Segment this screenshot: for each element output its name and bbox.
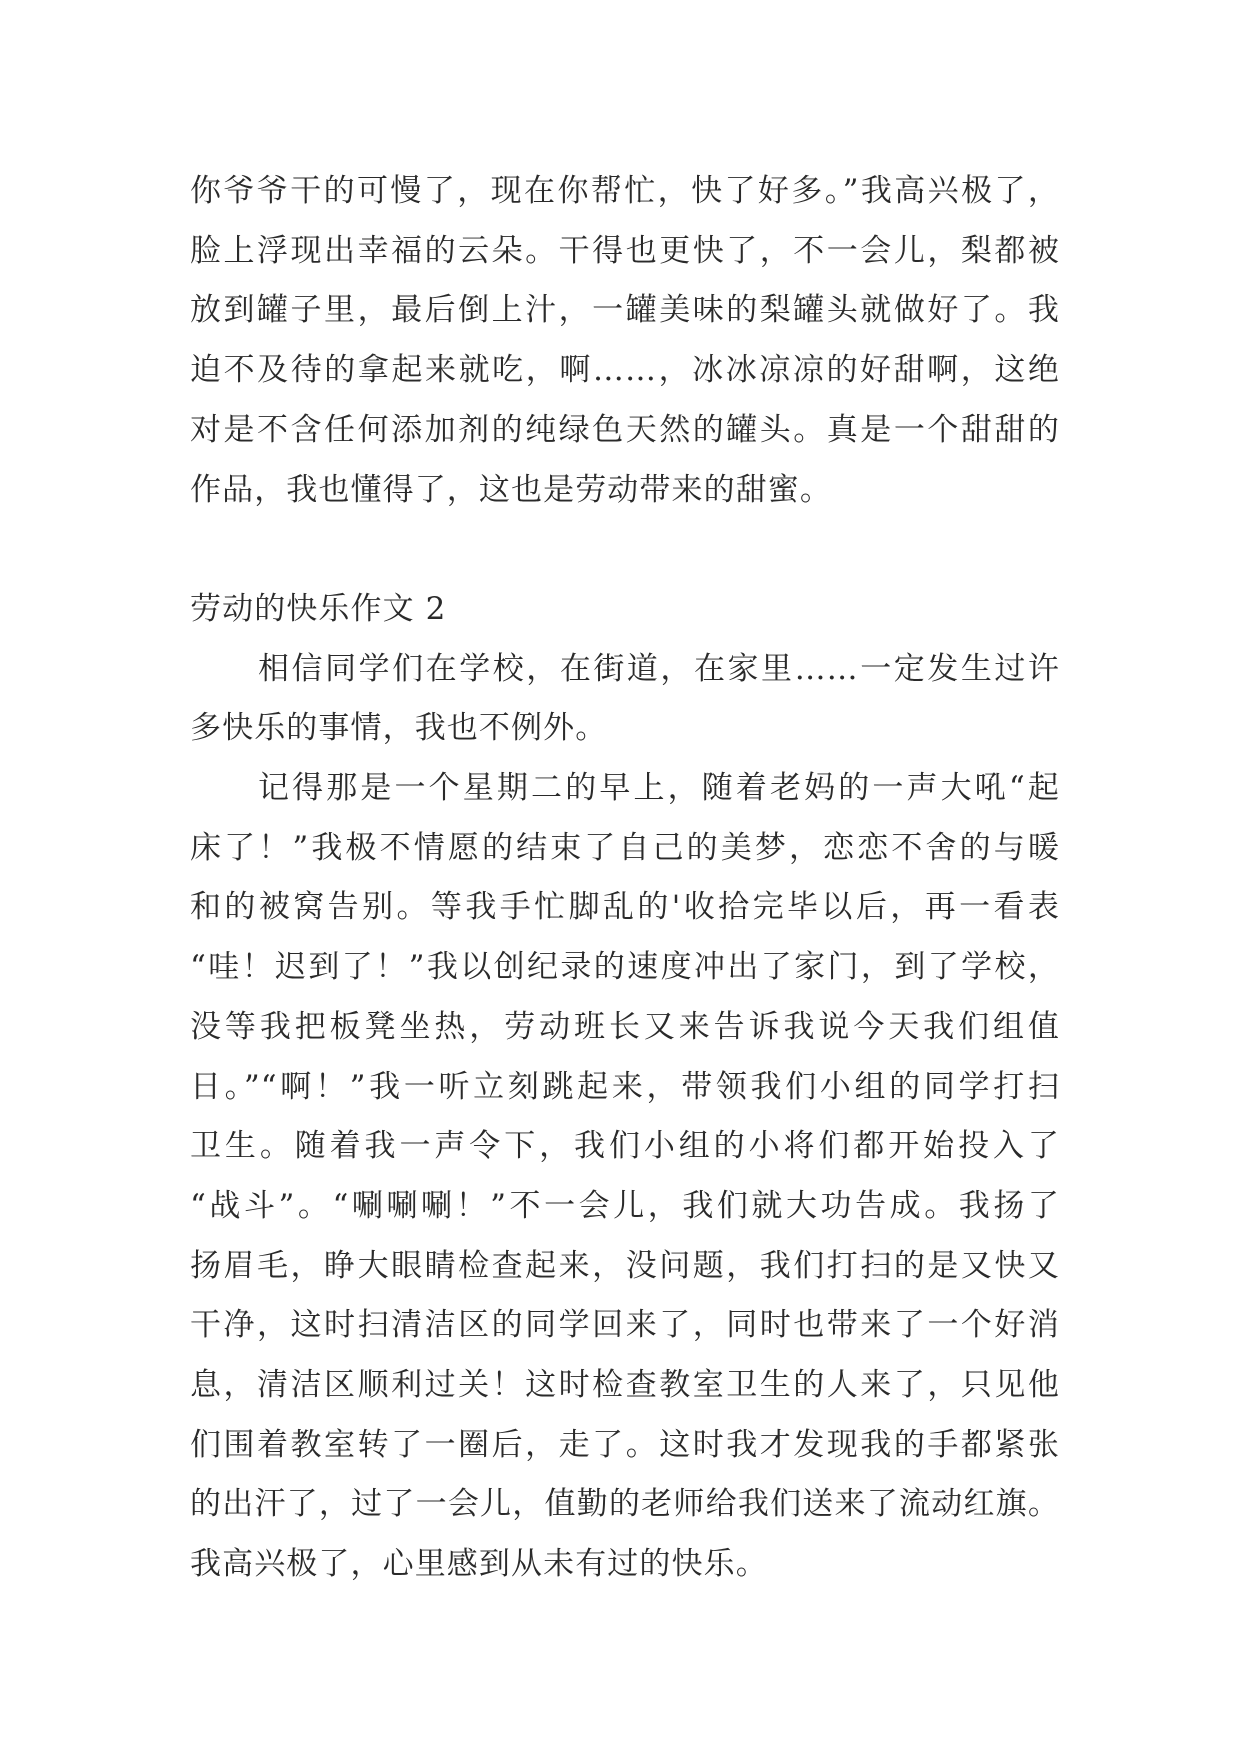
paragraph-line: “战斗”。“唰唰唰！”不一会儿，我们就大功告成。我扬了 <box>190 1187 1060 1224</box>
paragraph-line: 日。”“啊！”我一听立刻跳起来，带领我们小组的同学打扫 <box>190 1068 1060 1105</box>
paragraph-line: 相信同学们在学校，在街道，在家里……一定发生过许 <box>258 650 1060 687</box>
paragraph-line: 脸上浮现出幸福的云朵。干得也更快了，不一会儿，梨都被 <box>190 232 1060 269</box>
paragraph-line: 们围着教室转了一圈后，走了。这时我才发现我的手都紧张 <box>190 1426 1060 1463</box>
paragraph-line: 你爷爷干的可慢了，现在你帮忙，快了好多。”我高兴极了， <box>190 173 1060 209</box>
paragraph-line: 放到罐子里，最后倒上汁，一罐美味的梨罐头就做好了。我 <box>190 292 1060 329</box>
paragraph-line: 和的被窝告别。等我手忙脚乱的'收拾完毕以后，再一看表 <box>190 889 1060 926</box>
paragraph-line: 扬眉毛，睁大眼睛检查起来，没问题，我们打扫的是又快又 <box>190 1247 1060 1284</box>
section-title: 劳动的快乐作文 2 <box>190 590 447 627</box>
paragraph-1 <box>190 640 1060 759</box>
paragraph-line: 干净，这时扫清洁区的同学回来了，同时也带来了一个好消 <box>190 1307 1060 1344</box>
paragraph-line: 的出汗了，过了一会儿，值勤的老师给我们送来了流动红旗。 <box>190 1486 1060 1523</box>
paragraph-line: 作品，我也懂得了，这也是劳动带来的甜蜜。 <box>190 471 832 508</box>
paragraph-line: 记得那是一个星期二的早上，随着老妈的一声大吼“起 <box>258 770 1060 807</box>
paragraph-line: 迫不及待的拿起来就吃，啊……，冰冰凉凉的好甜啊，这绝 <box>190 352 1060 389</box>
paragraph-spacer <box>190 520 1060 580</box>
document-body <box>190 162 1060 1595</box>
paragraph-line: 对是不含任何添加剂的纯绿色天然的罐头。真是一个甜甜的 <box>190 411 1060 448</box>
paragraph-line: 我高兴极了，心里感到从未有过的快乐。 <box>190 1546 768 1583</box>
paragraph-line: 多快乐的事情，我也不例外。 <box>190 710 608 747</box>
paragraph-line: 床了！”我极不情愿的结束了自己的美梦，恋恋不舍的与暖 <box>190 829 1060 866</box>
paragraph-line: 息，清洁区顺利过关！这时检查教室卫生的人来了，只见他 <box>190 1367 1060 1404</box>
paragraph-line: 卫生。随着我一声令下，我们小组的小将们都开始投入了 <box>190 1128 1060 1165</box>
paragraph-line: “哇！迟到了！”我以创纪录的速度冲出了家门，到了学校， <box>190 949 1060 986</box>
paragraph-line: 没等我把板凳坐热，劳动班长又来告诉我说今天我们组值 <box>190 1008 1060 1045</box>
intro-paragraph <box>190 162 1060 520</box>
paragraph-2 <box>190 759 1060 1595</box>
